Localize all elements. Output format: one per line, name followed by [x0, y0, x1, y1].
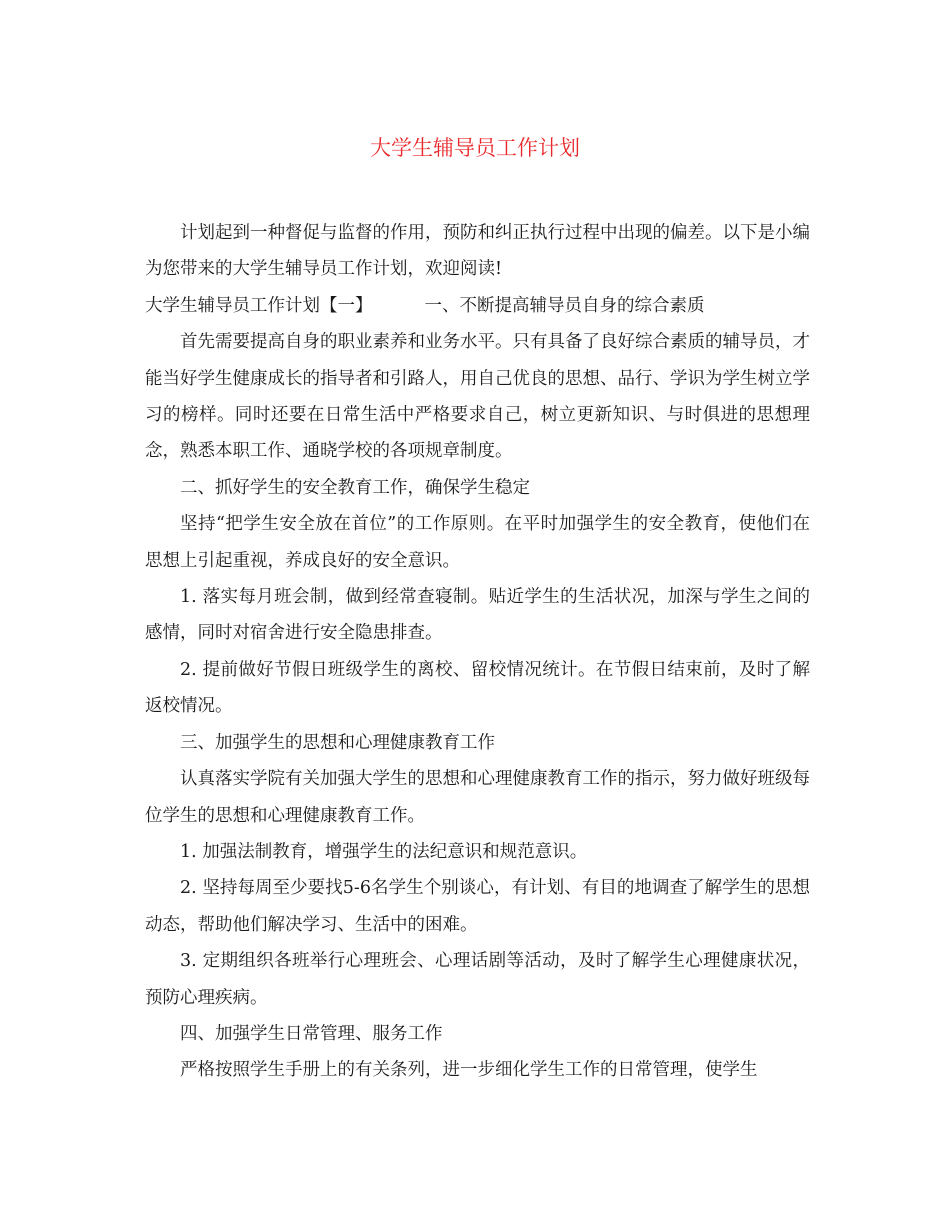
heading-1: 一、不断提高辅导员自身的综合素质 — [424, 295, 705, 316]
list-item-2-2: 2. 提前做好节假日班级学生的离校、留校情况统计。在节假日结束前，及时了解返校情况。 — [145, 659, 810, 717]
section-line — [145, 288, 810, 324]
paragraph-3: 认真落实学院有关加强大学生的思想和心理健康教育工作的指示，努力做好班级每位学生的思想和心理健康教育工作。 — [145, 769, 810, 826]
paragraph-2: 坚持“把学生安全放在首位”的工作原则。在平时加强学生的安全教育，使他们在思想上引起重视，养成良好的安全意识。 — [145, 514, 810, 571]
intro-paragraph: 计划起到一种督促与监督的作用，预防和纠正执行过程中出现的偏差。以下是小编为您带来的大学生辅导员工作计划，欢迎阅读! — [145, 223, 810, 280]
list-item-3-2: 2. 坚持每周至少要找5-6名学生个别谈心，有计划、有目的地调查了解学生的思想动态，帮助他们解决学习、生活中的困难。 — [145, 878, 810, 935]
heading-2: 二、抓好学生的安全教育工作，确保学生稳定 — [180, 477, 530, 498]
section-label: 大学生辅导员工作计划【一】 — [145, 295, 373, 316]
list-item-2-1: 1. 落实每月班会制，做到经常查寝制。贴近学生的生活状况，加深与学生之间的感情，同时对宿舍进行安全隐患排查。 — [145, 587, 810, 644]
heading-3: 三、加强学生的思想和心理健康教育工作 — [180, 732, 495, 753]
paragraph-4: 严格按照学生手册上的有关条列，进一步细化学生工作的日常管理，使学生 — [180, 1060, 758, 1081]
list-item-3-3: 3. 定期组织各班举行心理班会、心理话剧等活动，及时了解学生心理健康状况，预防心理疾病。 — [145, 951, 810, 1008]
document-title: 大学生辅导员工作计划 — [370, 136, 580, 160]
heading-4: 四、加强学生日常管理、服务工作 — [180, 1023, 443, 1044]
paragraph-1: 首先需要提高自身的职业素养和业务水平。只有具备了良好综合素质的辅导员，才能当好学生健康成长的指导者和引路人，用自己优良的思想、品行、学识为学生树立学习的榜样。同时还要在日常生活中严格要求自己，树立更新知识、与时俱进的思想理念，熟悉本职工作、通晓学校的各项规章制度。 — [145, 332, 810, 462]
list-item-3-1: 1. 加强法制教育，增强学生的法纪意识和规范意识。 — [180, 841, 588, 862]
document-body — [145, 215, 810, 1089]
